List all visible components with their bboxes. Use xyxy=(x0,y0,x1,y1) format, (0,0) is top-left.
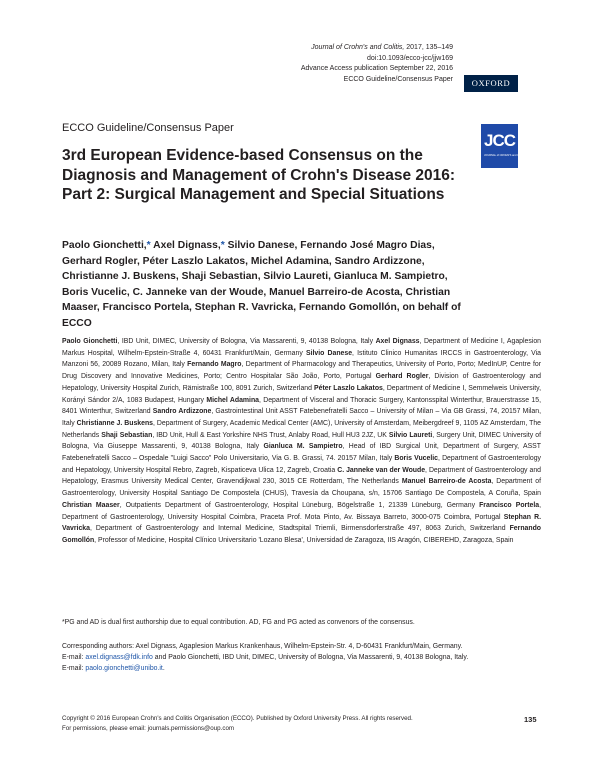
journal-info xyxy=(301,43,453,85)
affiliation-author: Gerhard Rogler xyxy=(375,373,429,381)
author-name: Axel Dignass, xyxy=(153,240,221,251)
correspondence-end: . xyxy=(162,665,165,673)
affiliation-text: , Department of Medicine I, Agaplesion Markus Hospital, Wilhelm-Epstein-Straße 4, 60431 Frankfurt/Main, Germany xyxy=(62,338,542,357)
affiliation-author: Boris Vucelic xyxy=(394,455,438,463)
affiliation-text: , IBD Unit, DIMEC, University of Bologna, Via Massarenti, 9, 40138 Bologna, Italy xyxy=(117,338,376,345)
jcc-logo-tagline: JOURNAL of CROHN'S and COLITIS xyxy=(484,154,528,157)
affiliation-author: Silvio Laureti xyxy=(388,431,433,439)
affiliation-text: , Department of Gastroenterology and Hepatology, Erasmus University Medical Center, Gravendijkwal 230, 3015 CE Rotterdam, The Netherlands xyxy=(62,466,541,486)
author-name: Silvio Danese, Fernando José Magro Dias, Gerhard Rogler, Péter Laszlo Lakatos, Michel Adamina, Sandro Ardizzone, Christianne J. Buskens, Shaji Sebastian, Silvio Laureti, Gianluca M. Sampietro, Boris Vucelic, C. Janneke van der Woude, Manuel Barreiro-de Acosta, Christian Maaser, Francisco Portela, Stephan R. Vavricka, Fernando Gomollón, on behalf of ECCO xyxy=(62,240,461,329)
author-list xyxy=(62,238,462,332)
affiliation-text: , Department of Gastroenterology, University Hospital Coimbra, Praceta Prof. Mota Pinto, Av. Bissaya Barreto, 3000-075 Coimbra, Portugal xyxy=(62,501,542,521)
affiliation-text: , Department of Medicine I, Semmelweis University, Korányi Sándor 2/A, 1083 Budapest, Hungary xyxy=(62,384,541,404)
affiliation-author: Axel Dignass xyxy=(375,338,420,345)
affiliation-text: , Head of IBD Surgical Unit, Department of Surgery, ASST Fatebenefratelli Sacco – Ospedale "Luigi Sacco" Polo Universitario, Via G. B. Grassi, 74. 20157 Milan, Italy xyxy=(62,443,541,463)
equal-contribution-mark[interactable]: * xyxy=(220,240,225,251)
affiliation-text: , Department of Surgery, Academic Medical Center (AMC), University of Amsterdam, Meibergdreef 9, 1105 AZ Amsterdam, The Netherlands xyxy=(62,419,541,439)
affiliation-text: , IBD Unit, Hull & East Yorkshire NHS Trust, Anlaby Road, Hull HU3 2JZ, UK xyxy=(152,431,389,439)
affiliation-author: C. Janneke van der Woude xyxy=(337,466,426,474)
affiliation-author: Christianne J. Buskens xyxy=(76,419,153,427)
affiliation-author: Gianluca M. Sampietro xyxy=(263,443,343,451)
email-label-1: E-mail: xyxy=(62,654,86,662)
affiliation-author: Fernando Magro xyxy=(187,361,242,369)
journal-doi[interactable]: doi:10.1093/ecco-jcc/jjw169 xyxy=(367,54,453,62)
affiliation-text: , Department of Gastroenterology and Hepatology, University Hospital Rebro, Zagreb, Kispaticeva Ulica 12, Zagreb, Croatia xyxy=(62,455,541,474)
oxford-logo: OXFORD xyxy=(464,75,518,92)
affiliation-author: Shaji Sebastian xyxy=(101,431,153,439)
affiliation-text: , Department of Pharmacology and Therapeutics, University of Porto, Porto; MedInUP, Centre for Drug Discovery and Innovative Medicines, Porto; Centro Hospitalar São João, Porto, Portugal xyxy=(62,361,541,381)
page-number: 135 xyxy=(524,715,537,724)
affiliation-text: , Department of Visceral and Thoracic Surgery, Kantonsspital Winterthur, Brauerstrasse 15, 8401 Winterthur, Switzerland xyxy=(62,396,542,416)
affiliation-author: Paolo Gionchetti xyxy=(62,338,118,345)
affiliations xyxy=(62,336,541,547)
paper-title: 3rd European Evidence-based Consensus on the Diagnosis and Management of Crohn's Disease 2016: Part 2: Surgical Management and Special Situations xyxy=(62,147,456,203)
journal-citation: 2017, 135–149 xyxy=(404,44,453,51)
affiliation-author: Silvio Danese xyxy=(305,349,353,357)
email-link-gionchetti[interactable]: paolo.gionchetti@unibo.it xyxy=(85,665,163,673)
email-link-dignass[interactable]: axel.dignass@fdk.info xyxy=(85,654,153,662)
permissions-line: For permissions, please email: journals.permissions@oup.com xyxy=(62,725,235,732)
email-label-2: E-mail: xyxy=(62,665,86,673)
affiliation-text: , Surgery Unit, DIMEC University of Bologna, Via Giuseppe Massarenti, 9, 40138 Bologna, Italy xyxy=(62,431,542,451)
affiliation-text: , Department of Gastroenterology and Internal Medicine, Stadtspital Triemli, Birmensdorferstraße 497, 8063 Zurich, Switzerland xyxy=(89,525,510,533)
correspondence xyxy=(62,641,541,675)
affiliation-text: , Division of Gastroenterology and Hepatology, University Hospital Zurich, Rämistraße 100, 8091 Zurich, Switzerland xyxy=(62,373,541,392)
equal-contribution-footnote: *PG and AD is dual first authorship due to equal contribution. AD, FG and PG acted as convenors of the consensus. xyxy=(62,619,415,626)
correspondence-line2: and Paolo Gionchetti, IBD Unit, DIMEC, University of Bologna, Via Massarenti, 9, 40138 Bologna, Italy. xyxy=(152,654,469,662)
affiliation-text: , Istituto Clinico Humanitas IRCCS in Gastroenterology, Via Manzoni 56, 20089 Rozano, Milan, Italy xyxy=(62,349,542,369)
article-type: ECCO Guideline/Consensus Paper xyxy=(343,75,453,83)
affiliation-author: Péter Laszlo Lakatos xyxy=(314,384,383,392)
affiliation-text: , Department of Gastroenterology, University Hospital Santiago De Compostela (CHUS), Travesía da Choupana, s/n, 15706 Santiago De Compostela, A Coruña, Spain xyxy=(62,478,542,498)
copyright-block xyxy=(62,714,492,734)
affiliation-author: Fernando Gomollón xyxy=(62,525,541,544)
affiliation-author: Manuel Barreiro-de Acosta xyxy=(401,478,492,486)
affiliation-text: , Outpatients Department of Gastroenterology, Hospital Lüneburg, Bögelstraße 1, 21339 Lüneburg, Germany xyxy=(119,501,480,509)
affiliation-author: Sandro Ardizzone xyxy=(152,408,212,416)
journal-name: Journal of Crohn's and Colitis, xyxy=(311,44,405,51)
affiliation-text: , Professor of Medicine, Hospital Clínico Universitario 'Lozano Blesa', Universidad de Zaragoza, IIS Aragón, CIBEREHD, Zaragoza, Spain xyxy=(94,536,514,544)
affiliation-author: Francisco Portela xyxy=(479,501,540,509)
author-name: Paolo Gionchetti, xyxy=(62,240,147,251)
advance-access: Advance Access publication September 22, 2016 xyxy=(300,65,453,72)
jcc-logo xyxy=(481,124,528,168)
affiliation-author: Michel Adamina xyxy=(206,396,259,404)
equal-contribution-mark[interactable]: * xyxy=(146,240,151,251)
jcc-logo-text: JCC xyxy=(483,131,515,150)
affiliation-text: , Gastrointestinal Unit ASST Fatebenefratelli Sacco – University of Milan – Via GB Grassi, 74, 20157 Milan, Italy xyxy=(62,408,541,427)
copyright-line: Copyright © 2016 European Crohn's and Colitis Organisation (ECCO). Published by Oxford University Press. All rights reserved. xyxy=(62,715,413,722)
affiliation-author: Stephan R. Vavricka xyxy=(62,513,541,533)
correspondence-line1: Corresponding authors: Axel Dignass, Agaplesion Markus Krankenhaus, Wilhelm-Epstein-Str. 4, D-60431 Frankfurt/Main, Germany. xyxy=(62,643,463,650)
affiliation-author: Christian Maaser xyxy=(62,501,120,509)
section-label: ECCO Guideline/Consensus Paper xyxy=(62,122,234,134)
